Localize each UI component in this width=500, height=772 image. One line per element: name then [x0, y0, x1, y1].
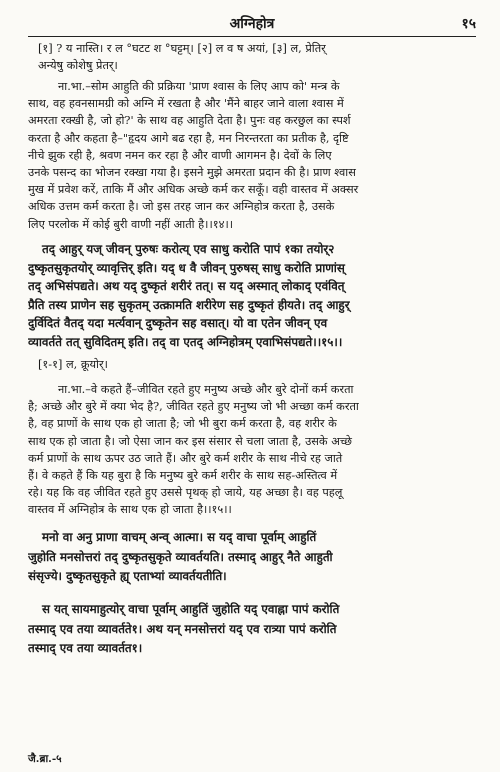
verse-line: दुर्विदितं वैतद् यदा मर्त्यवान् दुष्कृतेन सह वसात्। यो वा एतेन जीवन् एव: [28, 316, 328, 330]
verse-line: स यत् सायमाहुत्योर् वाचा पूर्वाम् आहुतिं जुहोति यद् एवाह्ना पापं करोति: [42, 602, 340, 616]
paragraph-line: करता है और कहता है–"हृदय आगे बढ रहा है, मन निरन्तरता का प्रतीक है, दृष्टि: [28, 131, 349, 145]
paragraph-line: रहे। यह कि वह जीवित रहते हुए उससे पृथक् हो जाये, यह अच्छा है। वह पहलू: [28, 486, 343, 500]
footnote-line: [१-१] ल, क्रूयोर्।: [38, 358, 108, 371]
paragraph-line: है, वह प्राणों के साथ एक हो जाता है; जो भी बुरा कर्म करता है, वह शरीर के: [28, 417, 337, 431]
verse-line: तस्माद् एव तया व्यावर्तत१।: [28, 641, 143, 655]
commentary-paragraph-14: [28, 78, 474, 233]
page-number: १५: [461, 16, 476, 32]
sanskrit-verse-16a: [28, 528, 474, 587]
verse-line: व्यावर्तते तत् सुविदितम् इति। तद् वा एतद् अग्निहोत्रम् एवाभिसंपद्यते।।१५।।: [28, 334, 343, 349]
paragraph-line: ना.भा.–सोम आहुति की प्रक्रिया 'प्राण श्वास के लिए आप को' मन्त्र के: [58, 80, 340, 93]
paragraph-line: वास्तव में अग्निहोत्र के साथ एक हो जाता है।।१५।।: [28, 503, 232, 517]
verse-line: प्रैति तस्य प्राणेन सह सुकृतम् उत्क्रामति शरीरेण सह दुष्कृतं हीयते। तद् आहुर्: [28, 297, 350, 312]
paragraph-line: लिए परलोक में कोई बुरी वाणी नहीं आती है।।१४।।: [28, 217, 234, 231]
paragraph-line: नीचे झुक रही है, श्रवण नमन कर रहा है और वाणी आगमन है। देवों के लिए: [28, 148, 332, 162]
verse-line: दुष्कृतसुकृतयोर् व्यावृत्तिर् इति। यद् ध वै जीवन् पुरुषस् साधु करोति प्राणांस्: [28, 260, 345, 275]
paragraph-line: साथ, वह हवनसामग्री को अग्नि में रखता है और 'मैंने बाहर जाने वाला श्वास में: [28, 97, 344, 111]
paragraph-line: अमरता रक्खी है, जो हो?' के साथ वह आहुति देता है। पुनः वह करछुल का स्पर्श: [28, 114, 351, 128]
paragraph-line: हैं। वे कहते हैं कि यह बुरा है कि मनुष्य बुरे कर्म शरीर के साथ सह-अस्तित्व में: [28, 468, 338, 482]
verse-line: जुहोति मनसोत्तरां तद् दुष्कृतसुकृते व्यावर्तयति। तस्माद् आहुर् नैते आहुती: [28, 549, 333, 564]
paragraph-line: उनके पसन्द का भोजन रक्खा गया है। इसने मुझे अमरता प्रदान की है। प्राण श्वास: [28, 165, 356, 179]
sanskrit-verse-16b: [28, 600, 474, 659]
verse-line: तस्माद् एव तया व्यावर्तते१। अथ यन् मनसोत्तरां यद् एव रात्र्या पापं करोति: [28, 621, 337, 636]
verse-line: तद् अभिसंपद्यते। अथ यद् दुष्कृतं शरीरं तत्। स यद् अस्मात् लोकाद् एवंवित्: [28, 279, 345, 293]
verse-line: मनो वा अनु प्राणा वाचम् अन्व् आत्मा। स यद् वाचा पूर्वाम् आहुतिं: [42, 530, 317, 544]
footnotes-top: [28, 40, 474, 74]
footnote-line: [१] ? य नास्ति। र ल °घटट श °घट्टम्। [२] ल व ष अयां, [३] ल, प्रेतिर्: [38, 42, 326, 55]
verse-line: संसृज्ये। दुष्कृतसुकृते ह्य् एताभ्यां व्यावर्तयतीति।: [28, 569, 227, 583]
verse-line: तद् आहुर् यज् जीवन् पुरुषः करोत्य् एव साधु करोति पापं १का तयोर्२: [42, 242, 335, 256]
sanskrit-verse-15: [28, 240, 474, 351]
footnote-mid: [28, 356, 474, 373]
paragraph-line: ना.भा.–वे कहते हैं–जीवित रहते हुए मनुष्य अच्छे और बुरे दोनों कर्म करता: [58, 383, 354, 396]
paragraph-line: साथ एक हो जाता है। जो ऐसा जान कर इस संसार से चला जाता है, उसके अच्छे: [28, 434, 352, 448]
page-header: [28, 14, 476, 37]
commentary-paragraph-15: [28, 381, 474, 519]
footnote-line: अन्येषु कोशेषु प्रेतर्।: [38, 59, 118, 73]
paragraph-line: है; अच्छे और बुरे में क्या भेद है?, जीवित रहते हुए मनुष्य जो भी अच्छा कर्म करता: [28, 400, 359, 414]
page-title: अग्निहोत्र: [229, 16, 275, 32]
paragraph-line: मुख में प्रवेश करें, ताकि मैं और अधिक अच्छे कर्म कर सकूँ। वही वास्तव में अक्सर: [28, 183, 359, 197]
page-footer: जै.ब्रा.-५: [28, 753, 62, 765]
paragraph-line: कर्म प्राणों के साथ ऊपर उठ जाते हैं। और बुरे कर्म शरीर के साथ नीचे रह जाते: [28, 451, 343, 465]
paragraph-line: अधिक उत्तम कर्म करता है। जो इस तरह जान कर अग्निहोत्र करता है, उसके: [28, 200, 335, 214]
